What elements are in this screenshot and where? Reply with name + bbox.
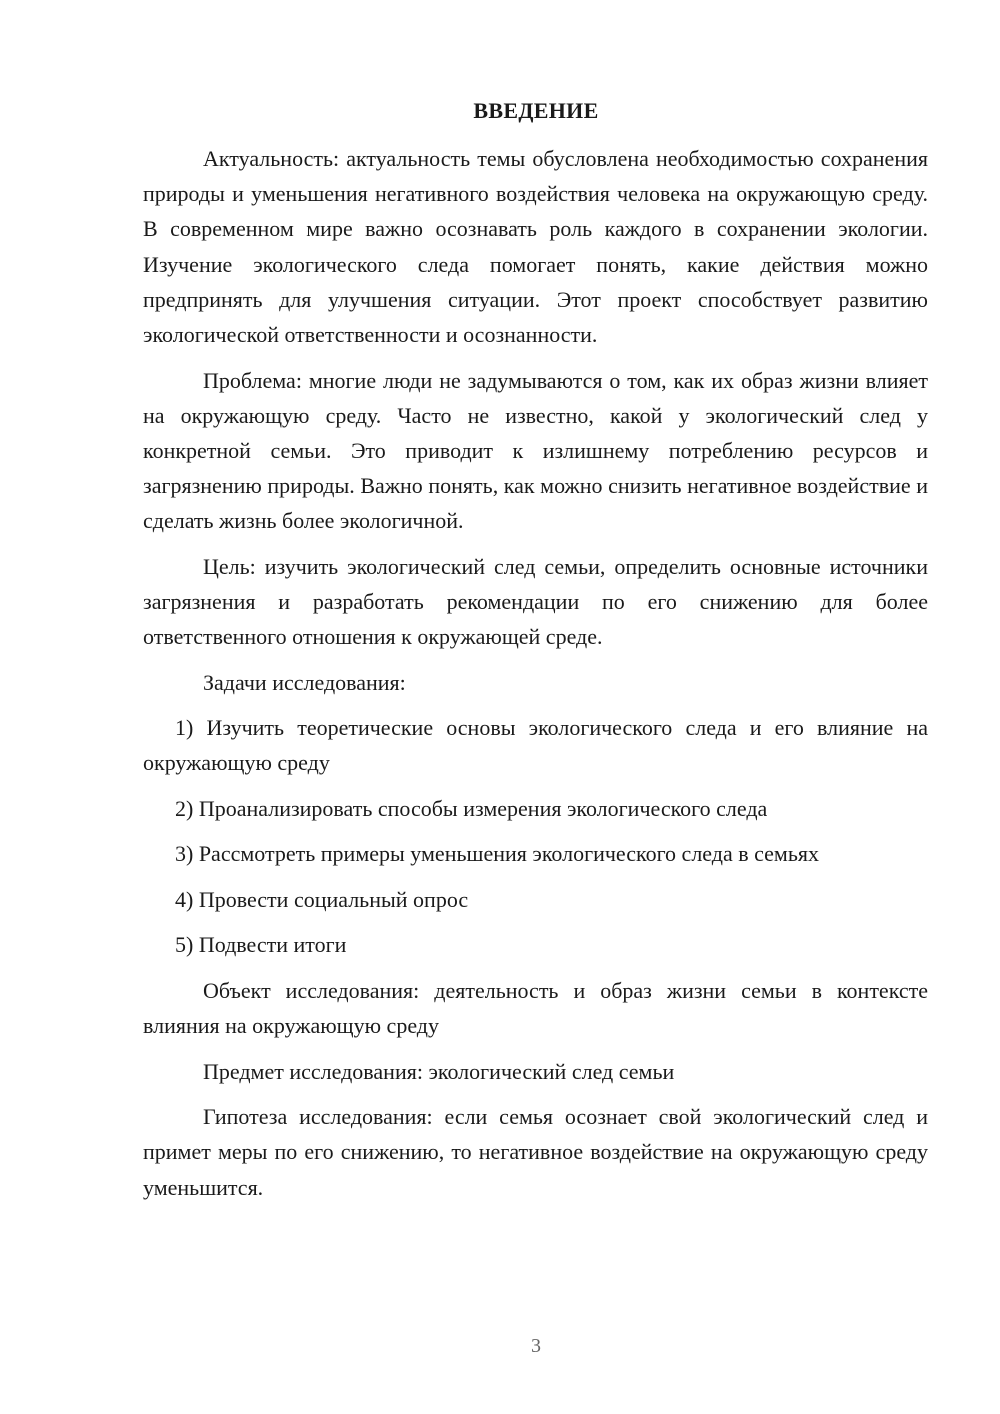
paragraph-hypothesis: Гипотеза исследования: если семья осознает свой экологический след и примет меры по его снижению, то негативное воздействие на окружающую среду уменьшится. <box>143 1104 928 1200</box>
paragraph-problem: Проблема: многие люди не задумываются о том, как их образ жизни влияет на окружающую среду. Часто не известно, какой у экологический след у конкретной семьи. Это приводит к излишнему потреблению ресурсов и загрязнению природы. Важно понять, как можно снизить негативное воздействие и сделать жизнь более экологичной. <box>143 367 928 534</box>
section-title: ВВЕДЕНИЕ <box>473 98 599 123</box>
paragraph-relevance: Актуальность: актуальность темы обусловлена необходимостью сохранения природы и уменьшения негативного воздействия человека на окружающую среду. В современном мире важно осознавать роль каждого в сохранении экологии. Изучение экологического следа помогает понять, какие действия можно предпринять для улучшения ситуации. Этот проект способствует развитию экологической ответственности и осознанности. <box>143 146 928 348</box>
task-item-1: 1) Изучить теоретические основы экологического следа и его влияние на окружающую среду <box>143 715 928 776</box>
paragraph-object: Объект исследования: деятельность и образ жизни семьи в контексте влияния на окружающую среду <box>143 977 928 1039</box>
page-number: 3 <box>531 1335 541 1357</box>
task-item-3: 3) Рассмотреть примеры уменьшения экологического следа в семьях <box>175 841 819 867</box>
paragraph-tasks-heading: Задачи исследования: <box>203 669 406 695</box>
task-item-5: 5) Подвести итоги <box>175 932 347 958</box>
task-item-2: 2) Проанализировать способы измерения экологического следа <box>175 795 768 821</box>
task-item-4: 4) Провести социальный опрос <box>175 886 469 912</box>
body-text <box>143 141 928 1215</box>
paragraph-goal: Цель: изучить экологический след семьи, определить основные источники загрязнения и разработать рекомендации по его снижению для более ответственного отношения к окружающей среде. <box>143 553 928 650</box>
paragraph-subject: Предмет исследования: экологический след семьи <box>203 1058 675 1084</box>
